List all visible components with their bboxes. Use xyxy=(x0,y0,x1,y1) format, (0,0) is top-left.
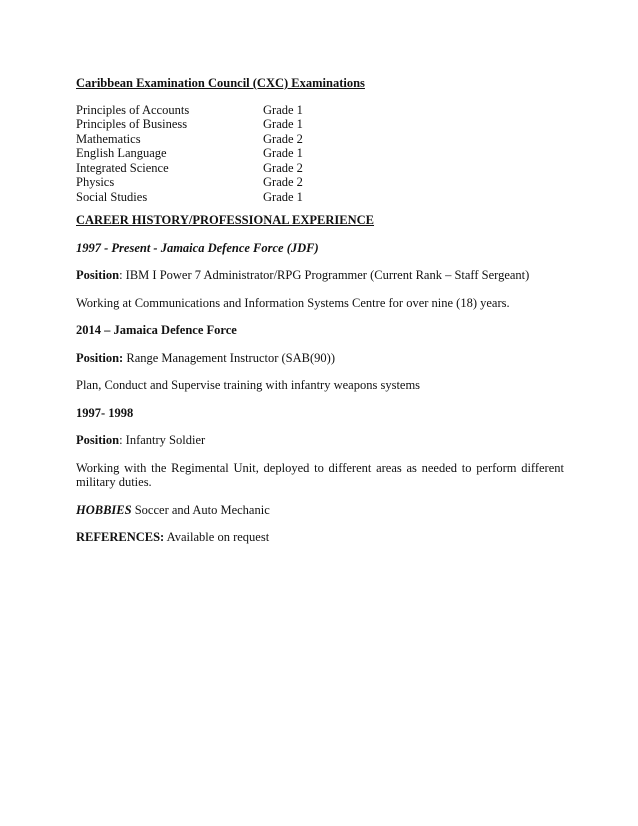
grade-row xyxy=(76,146,564,161)
grade-subject: Physics xyxy=(76,175,115,189)
grade-subject: Mathematics xyxy=(76,131,141,146)
grade-subject: Integrated Science xyxy=(76,160,169,175)
position-separator: : xyxy=(119,268,123,282)
job-description: Working with the Regimental Unit, deployed to different areas as needed to perform different military duties. xyxy=(76,460,564,489)
position-separator: : xyxy=(119,433,123,447)
job-position xyxy=(76,433,564,448)
grade-row xyxy=(76,132,564,147)
grade-value: Grade 2 xyxy=(263,160,303,175)
grade-subject: Principles of Business xyxy=(76,117,188,131)
references-value: Available on request xyxy=(164,530,270,544)
hobbies-label: HOBBIES xyxy=(76,502,132,517)
position-label: Position: xyxy=(76,350,124,365)
references-label: REFERENCES: xyxy=(76,530,165,544)
position-value: Range Management Instructor (SAB(90)) xyxy=(123,350,335,365)
career-heading: CAREER HISTORY/PROFESSIONAL EXPERIENCE xyxy=(76,213,375,227)
grade-row xyxy=(76,103,564,118)
job-title: 2014 – Jamaica Defence Force xyxy=(76,323,237,337)
grade-value: Grade 1 xyxy=(263,117,303,131)
hobbies-value: Soccer and Auto Mechanic xyxy=(131,502,270,517)
position-value: Infantry Soldier xyxy=(122,433,206,447)
position-label: Position xyxy=(76,433,120,447)
position-value: IBM I Power 7 Administrator/RPG Programmer (Current Rank – Staff Sergeant) xyxy=(122,268,530,282)
cxc-grades-list xyxy=(76,103,564,205)
grade-value: Grade 2 xyxy=(263,175,303,189)
job-title: 1997 - Present - Jamaica Defence Force (JDF) xyxy=(76,240,319,255)
job-position xyxy=(76,351,564,366)
grade-subject: Principles of Accounts xyxy=(76,102,190,117)
hobbies-line xyxy=(76,503,564,518)
job-position xyxy=(76,268,564,283)
grade-row xyxy=(76,117,564,132)
grade-row xyxy=(76,190,564,205)
job-description: Plan, Conduct and Supervise training with infantry weapons systems xyxy=(76,378,421,392)
grade-value: Grade 1 xyxy=(263,189,303,204)
grade-value: Grade 1 xyxy=(263,146,303,160)
grade-subject: Social Studies xyxy=(76,189,148,204)
references-line xyxy=(76,530,564,545)
grade-value: Grade 1 xyxy=(263,102,303,117)
grade-row xyxy=(76,175,564,190)
job-title: 1997- 1998 xyxy=(76,405,134,420)
grade-row xyxy=(76,161,564,176)
job-description: Working at Communications and Information Systems Centre for over nine (18) years. xyxy=(76,295,510,310)
position-label: Position xyxy=(76,268,120,282)
grade-subject: English Language xyxy=(76,146,167,160)
grade-value: Grade 2 xyxy=(263,131,303,146)
resume-page xyxy=(76,76,564,558)
cxc-heading: Caribbean Examination Council (CXC) Examinations xyxy=(76,76,365,90)
